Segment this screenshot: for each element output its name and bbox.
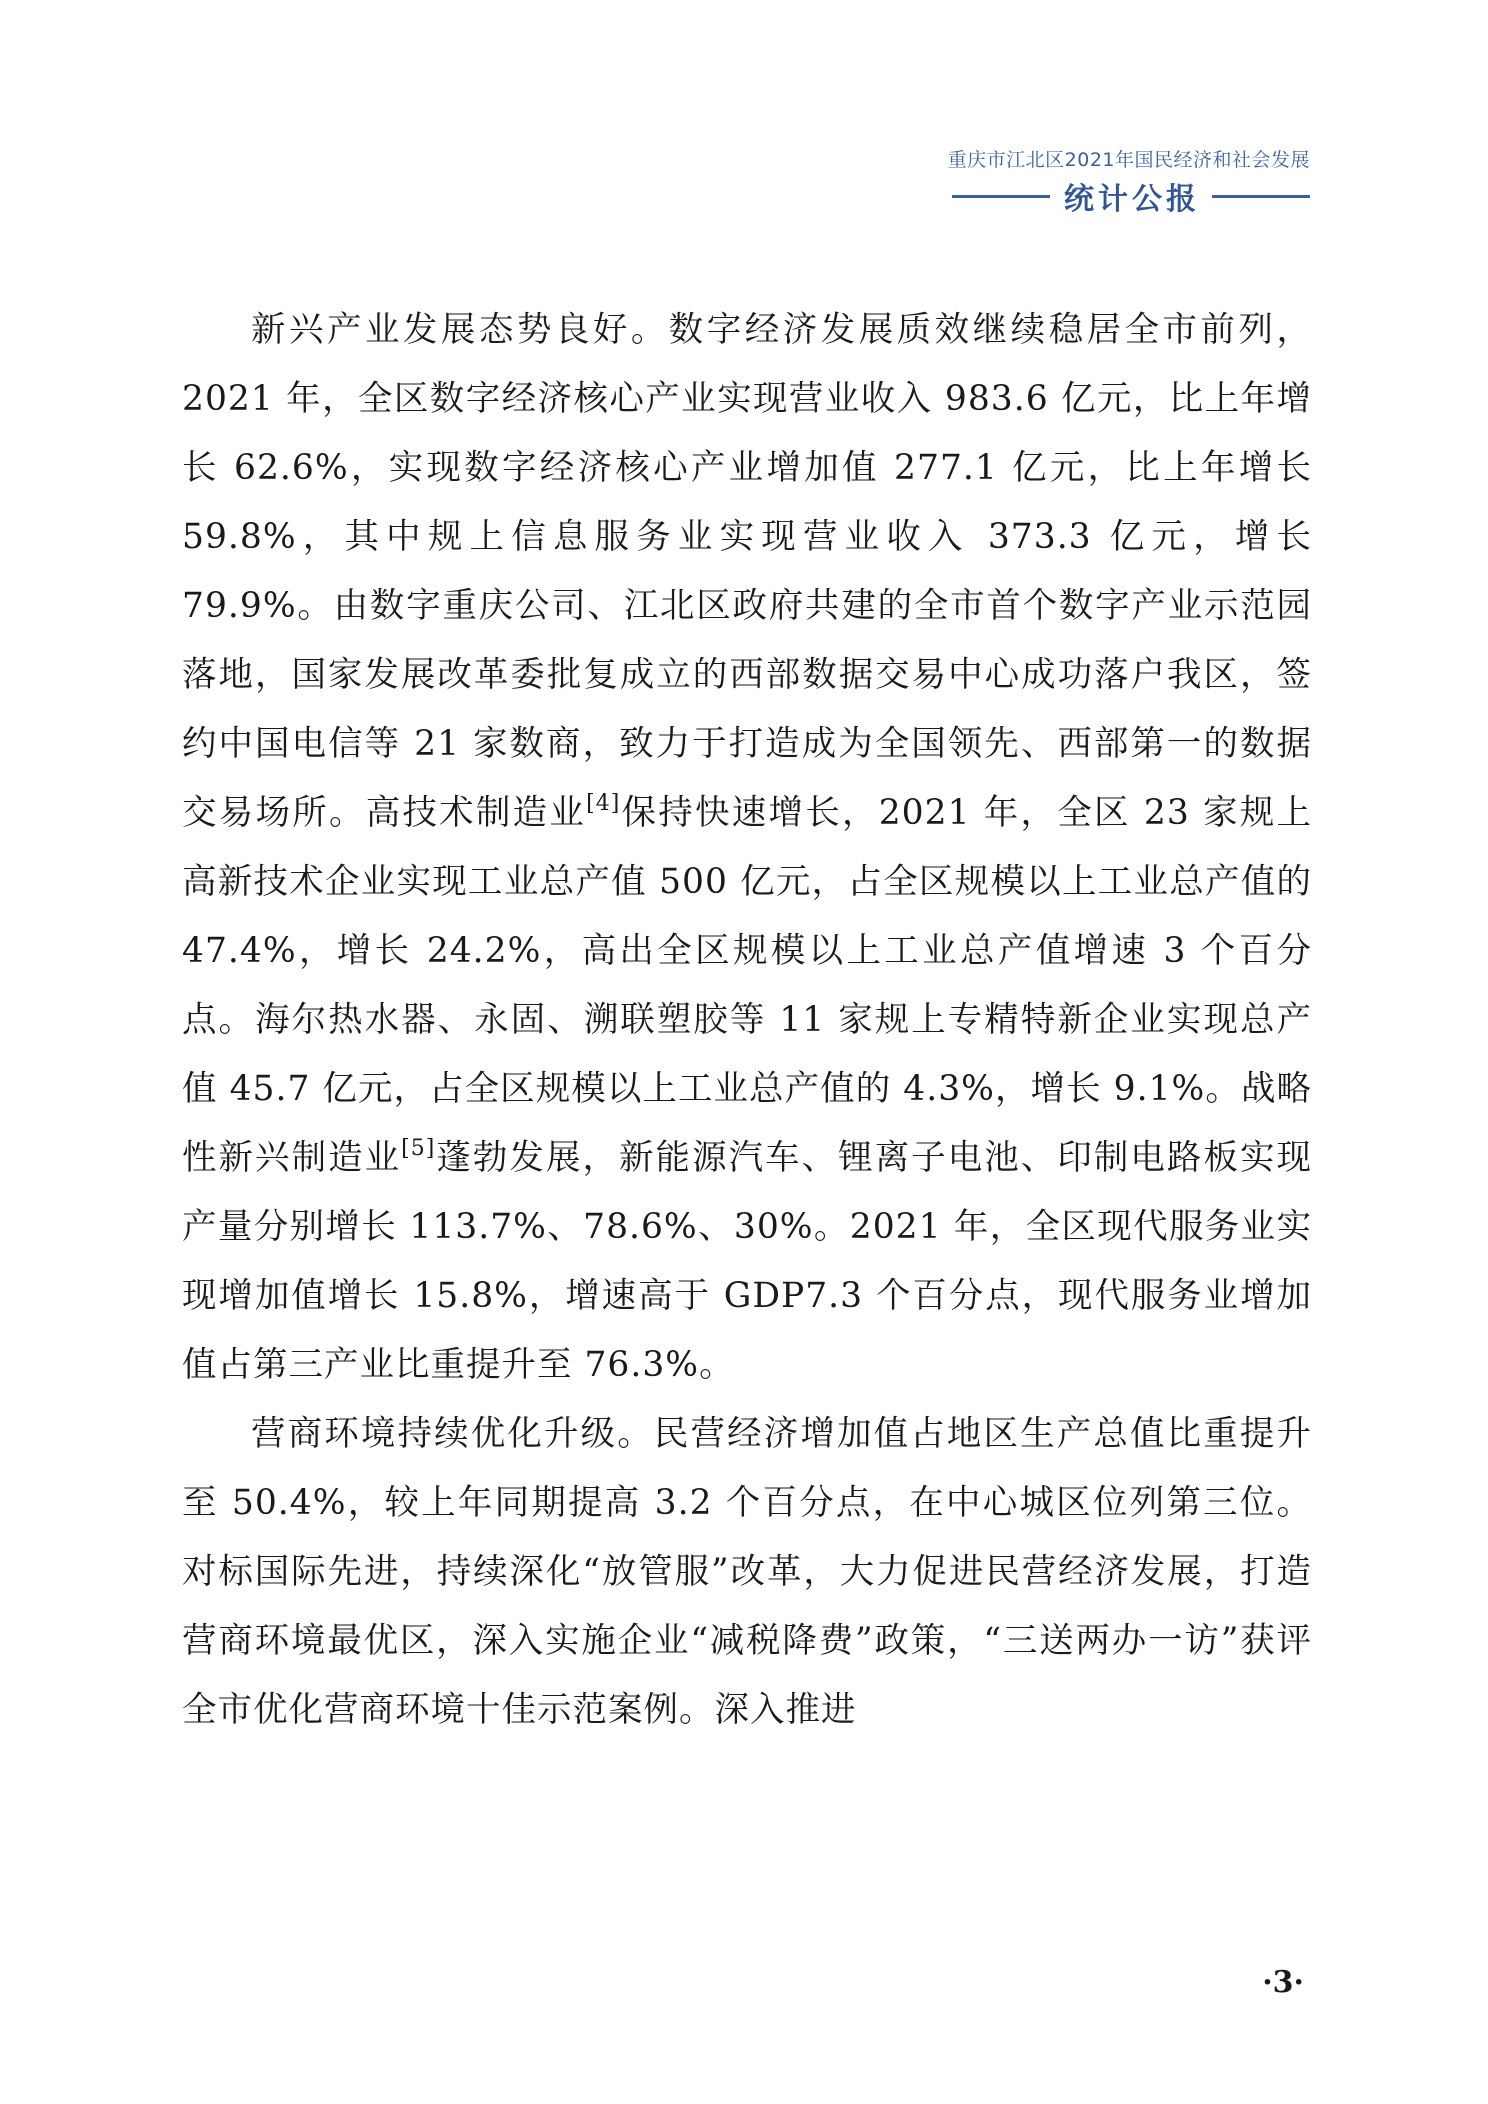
page-header <box>890 146 1310 217</box>
header-subtitle: 重庆市江北区2021年国民经济和社会发展 <box>947 149 1310 171</box>
paragraph-text: 保持快速增长，2021 年，全区 23 家规上高新技术企业实现工业总产值 500 亿元，占全区规模以上工业总产值的 47.4%，增长 24.2%，高出全区规模以上工业总产值增速 3 个百分点。海尔热水器、永固、溯联塑胶等 11 家规上专精特新企业实现总产值 45.7 亿元，占全区规模以上工业总产值的 4.3%，增长 9.1%。战略性新兴制造业 <box>182 793 1312 1178</box>
document-body <box>182 296 1312 1745</box>
paragraph-text: 营商环境持续优化升级。民营经济增加值占地区生产总值比重提升至 50.4%，较上年同期提高 3.2 个百分点，在中心城区位列第三位。对标国际先进，持续深化“放管服”改革，大力促进民营经济发展，打造营商环境最优区，深入实施企业“减税降费”政策，“三送两办一访”获评全市优化营商环境十佳示范案例。深入推进 <box>182 1414 1312 1730</box>
header-rule-left <box>952 195 1050 198</box>
page-number: ·3· <box>1262 1965 1304 2000</box>
header-rule-right <box>1212 195 1310 198</box>
footnote-ref-5: [5] <box>401 1136 436 1161</box>
paragraph-business-environment <box>182 1400 1312 1745</box>
footnote-ref-4: [4] <box>586 791 621 816</box>
header-title: 统计公报 <box>1064 182 1200 217</box>
paragraph-text: 新兴产业发展态势良好。数字经济发展质效继续稳居全市前列，2021 年，全区数字经济核心产业实现营业收入 983.6 亿元，比上年增长 62.6%，实现数字经济核心产业增加值 277.1 亿元，比上年增长 59.8%，其中规上信息服务业实现营业收入 373.3 亿元，增长 79.9%。由数字重庆公司、江北区政府共建的全市首个数字产业示范园落地，国家发展改革委批复成立的西部数据交易中心成功落户我区，签约中国电信等 21 家数商，致力于打造成为全国领先、西部第一的数据交易场所。高技术制造业 <box>182 310 1312 833</box>
paragraph-emerging-industries <box>182 296 1312 1400</box>
paragraph-text: 蓬勃发展，新能源汽车、锂离子电池、印制电路板实现产量分别增长 113.7%、78.6%、30%。2021 年，全区现代服务业实现增加值增长 15.8%，增速高于 GDP7.3 个百分点，现代服务业增加值占第三产业比重提升至 76.3%。 <box>182 1138 1313 1385</box>
header-title-row <box>890 178 1310 217</box>
